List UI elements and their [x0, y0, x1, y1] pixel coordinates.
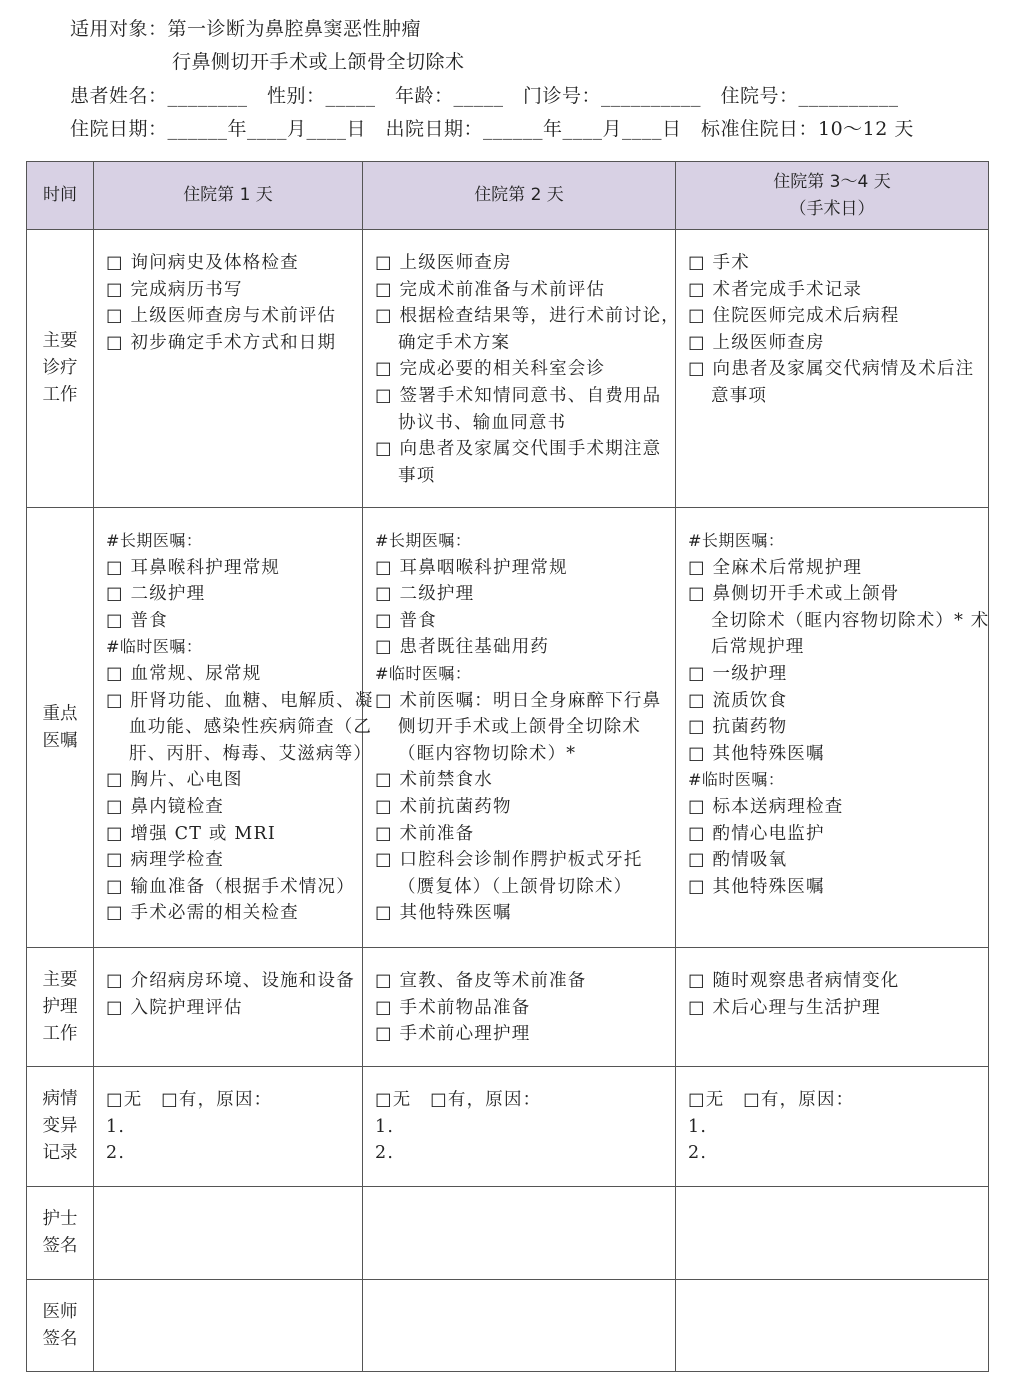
checklist-item[interactable]: □ 口腔科会诊制作腭护板式牙托	[375, 850, 643, 871]
item-text: （赝复体）（上颌骨切除术）	[398, 876, 633, 897]
section-heading: #临时医嘱：	[375, 663, 472, 683]
checklist-item[interactable]: □ 向患者及家属交代病情及术后注	[688, 359, 975, 380]
item-text: 2.	[688, 1143, 708, 1164]
table-cell	[676, 1067, 989, 1187]
checklist-item[interactable]: □ 术前医嘱：明日全身麻醉下行鼻	[375, 690, 662, 711]
applicable-subject: 适用对象：第一诊断为鼻腔鼻窦恶性肿瘤	[70, 18, 422, 40]
checklist-item[interactable]: □ 病理学检查	[106, 850, 224, 871]
checklist-item[interactable]: □ 上级医师查房	[688, 332, 825, 353]
item-text: 侧切开手术或上颌骨全切除术	[398, 717, 642, 738]
table-cell	[676, 1187, 989, 1280]
checklist-item[interactable]: □ 输血准备（根据手术情况）	[106, 876, 355, 897]
checklist-item[interactable]: □ 血常规、尿常规	[106, 663, 262, 684]
checklist-item[interactable]: □ 其他特殊医嘱	[375, 903, 512, 924]
row-label: 护士 签名	[27, 1187, 94, 1280]
dates-line: 住院日期：______年____月____日 出院日期：______年____月____日 标准住院日：10～12 天	[70, 118, 914, 140]
item-text: 意事项	[711, 385, 768, 406]
checklist-item[interactable]: □ 住院医师完成术后病程	[688, 306, 900, 327]
item-text: 确定手术方案	[398, 332, 511, 353]
item-text: 全切除术（眶内容物切除术）* 术	[711, 610, 990, 631]
checklist-item[interactable]: □ 随时观察患者病情变化	[688, 971, 900, 991]
checklist-item[interactable]: □ 术前禁食水	[375, 770, 493, 791]
column-header-day: 住院第 1 天	[94, 162, 363, 230]
checklist-item[interactable]: □ 二级护理	[106, 584, 206, 605]
checklist-item[interactable]: □ 术前抗菌药物	[375, 796, 512, 817]
row-label: 主要 诊疗 工作	[27, 230, 94, 508]
checklist-item[interactable]: □ 一级护理	[688, 663, 788, 684]
table-cell	[363, 508, 676, 948]
table-cell	[94, 1187, 363, 1280]
checklist-item[interactable]: □ 耳鼻喉科护理常规	[106, 557, 281, 578]
table-cell	[94, 1280, 363, 1372]
checklist-item[interactable]: □ 二级护理	[375, 584, 475, 605]
checklist-item[interactable]: □ 完成术前准备与术前评估	[375, 279, 606, 300]
checklist-item[interactable]: □无 □有，原因：	[375, 1090, 542, 1110]
checklist-item[interactable]: □ 全麻术后常规护理	[688, 557, 863, 578]
checklist-item[interactable]: □ 酌情心电监护	[688, 823, 825, 844]
column-header-day: 住院第 2 天	[363, 162, 676, 230]
section-heading: #临时医嘱：	[688, 770, 785, 790]
table-cell	[94, 948, 363, 1067]
checklist-item[interactable]: □ 普食	[375, 610, 437, 631]
checklist-item[interactable]: □ 鼻内镜检查	[106, 796, 224, 817]
checklist-item[interactable]: □ 根据检查结果等，进行术前讨论，	[375, 306, 680, 327]
checklist-item[interactable]: □ 完成必要的相关科室会诊	[375, 359, 606, 380]
row-label: 医师 签名	[27, 1280, 94, 1372]
table-cell	[363, 230, 680, 508]
item-text: 1.	[106, 1116, 126, 1137]
table-row	[27, 1187, 989, 1280]
row-label: 主要 护理 工作	[27, 948, 94, 1067]
checklist-item[interactable]: □ 其他特殊医嘱	[688, 743, 825, 764]
table-row	[27, 1280, 989, 1372]
section-heading: #长期医嘱：	[106, 531, 203, 550]
column-header-day: 住院第 3～4 天 （手术日）	[676, 162, 989, 230]
checklist-item[interactable]: □ 酌情吸氧	[688, 850, 788, 871]
table-cell	[676, 230, 989, 508]
checklist-item[interactable]: □ 手术前心理护理	[375, 1024, 531, 1045]
checklist-item[interactable]: □ 手术	[688, 253, 750, 273]
table-cell	[676, 948, 989, 1067]
section-heading: #临时医嘱：	[106, 637, 203, 657]
checklist-item[interactable]: □ 介绍病房环境、设施和设备	[106, 971, 355, 991]
item-text: （眶内容物切除术）*	[398, 743, 577, 764]
item-text: 1.	[375, 1116, 395, 1137]
table-row	[27, 1067, 989, 1187]
item-text: 1.	[688, 1116, 708, 1137]
checklist-item[interactable]: □ 手术必需的相关检查	[106, 903, 299, 924]
item-text: 协议书、输血同意书	[398, 412, 567, 433]
patient-info-line: 患者姓名：________ 性别：_____ 年龄：_____ 门诊号：__________ 住院号：__________	[70, 85, 899, 107]
column-header-time: 时间	[27, 162, 94, 230]
checklist-item[interactable]: □ 标本送病理检查	[688, 796, 844, 817]
table-cell	[94, 1067, 363, 1187]
table-row	[27, 508, 989, 948]
table-row	[27, 230, 989, 508]
table-cell	[363, 948, 676, 1067]
checklist-item[interactable]: □ 普食	[106, 610, 168, 631]
checklist-item[interactable]: □ 抗菌药物	[688, 717, 788, 738]
table-cell	[363, 1067, 676, 1187]
applicable-subject-cont: 行鼻侧切开手术或上颌骨全切除术	[172, 51, 465, 73]
table-cell	[676, 508, 989, 948]
checklist-item[interactable]: □ 向患者及家属交代围手术期注意	[375, 439, 662, 460]
checklist-item[interactable]: □ 胸片、心电图	[106, 770, 243, 791]
item-text: 2.	[106, 1143, 126, 1164]
row-label: 重点 医嘱	[27, 508, 94, 948]
checklist-item[interactable]: □ 术者完成手术记录	[688, 279, 863, 300]
checklist-item[interactable]: □ 初步确定手术方式和日期	[106, 332, 337, 353]
checklist-item[interactable]: □ 耳鼻咽喉科护理常规	[375, 557, 568, 578]
clinical-pathway-table	[26, 161, 989, 1372]
checklist-item[interactable]: □无 □有，原因：	[688, 1090, 855, 1110]
table-cell	[94, 230, 363, 508]
checklist-item[interactable]: □无 □有，原因：	[106, 1090, 273, 1110]
item-text: 后常规护理	[711, 637, 805, 658]
row-label: 病情 变异 记录	[27, 1067, 94, 1187]
checklist-item[interactable]: □ 完成病历书写	[106, 279, 243, 300]
checklist-item[interactable]: □ 流质饮食	[688, 690, 788, 711]
item-text: 事项	[398, 465, 436, 486]
table-cell	[94, 508, 374, 948]
section-heading: #长期医嘱：	[688, 531, 785, 550]
item-text: 血功能、感染性疾病筛查（乙	[129, 717, 373, 738]
checklist-item[interactable]: □ 宣教、备皮等术前准备	[375, 971, 587, 991]
checklist-item[interactable]: □ 询问病史及体格检查	[106, 253, 299, 273]
checklist-item[interactable]: □ 签署手术知情同意书、自费用品	[375, 385, 662, 406]
checklist-item[interactable]: □ 肝肾功能、血糖、电解质、凝	[106, 690, 374, 711]
checklist-item[interactable]: □ 鼻侧切开手术或上颌骨	[688, 584, 900, 605]
table-cell	[676, 1280, 989, 1372]
table-cell	[363, 1280, 676, 1372]
checklist-item[interactable]: □ 增强 CT 或 MRI	[106, 823, 276, 844]
checklist-item[interactable]: □ 上级医师查房	[375, 253, 512, 273]
checklist-item[interactable]: □ 术前准备	[375, 823, 475, 844]
table-row	[27, 948, 989, 1067]
checklist-item[interactable]: □ 手术前物品准备	[375, 997, 531, 1018]
checklist-item[interactable]: □ 患者既往基础用药	[375, 637, 550, 658]
checklist-item[interactable]: □ 术后心理与生活护理	[688, 997, 881, 1018]
checklist-item[interactable]: □ 上级医师查房与术前评估	[106, 306, 337, 327]
checklist-item[interactable]: □ 其他特殊医嘱	[688, 876, 825, 897]
item-text: 肝、丙肝、梅毒、艾滋病等）	[129, 743, 373, 764]
checklist-item[interactable]: □ 入院护理评估	[106, 997, 243, 1018]
item-text: 2.	[375, 1143, 395, 1164]
table-cell	[363, 1187, 676, 1280]
section-heading: #长期医嘱：	[375, 531, 472, 550]
